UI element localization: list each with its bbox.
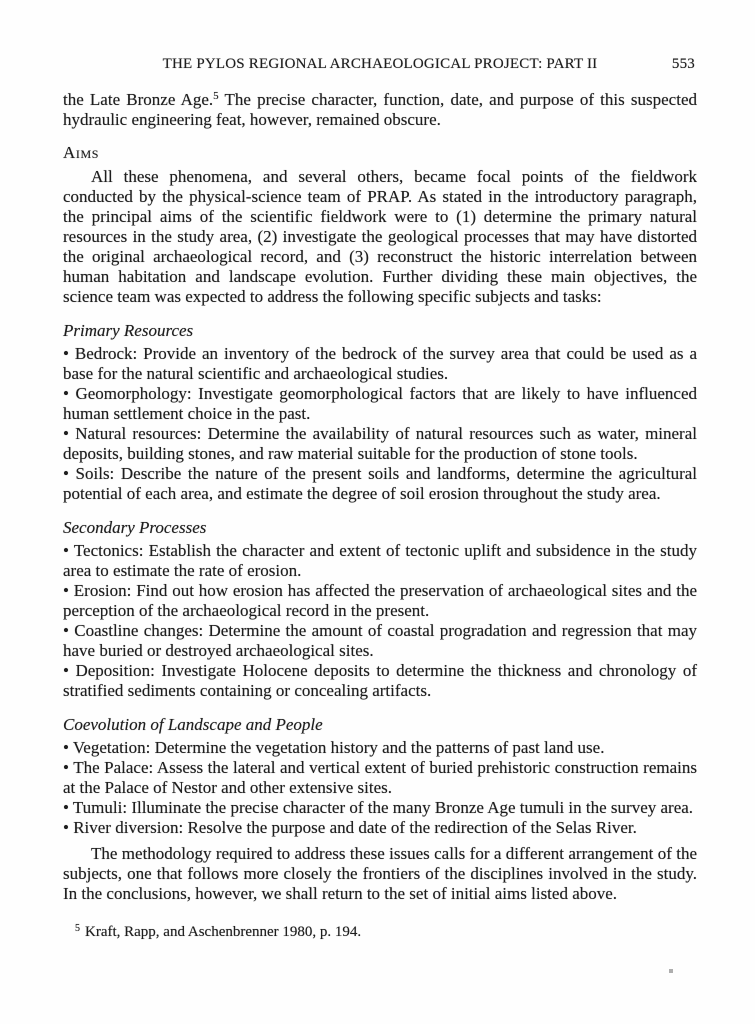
text-column <box>63 55 697 941</box>
bullet-item-soils: • Soils: Describe the nature of the present soils and landforms, determine the agricultural potential of each area, and estimate the degree of soil erosion throughout the study area. <box>63 464 697 503</box>
bullet-item-erosion: • Erosion: Find out how erosion has affected the preservation of archaeological sites and the perception of the archaeological record in the present. <box>63 581 697 620</box>
running-head-title: THE PYLOS REGIONAL ARCHAEOLOGICAL PROJECT: PART II <box>162 56 598 72</box>
section-heading-secondary-processes: Secondary Processes <box>63 518 207 537</box>
footnote <box>63 923 697 941</box>
bullet-item-river-diversion: • River diversion: Resolve the purpose and date of the redirection of the Selas River. <box>63 818 637 837</box>
footnote-marker: 5 <box>75 923 80 934</box>
footnote-reference-mark: 5 <box>213 90 219 102</box>
bullet-item-the-palace: • The Palace: Assess the lateral and vertical extent of buried prehistoric construction remains at the Palace of Nestor and other extensive sites. <box>63 758 697 797</box>
section-heading-coevolution: Coevolution of Landscape and People <box>63 715 323 734</box>
closing-paragraph: The methodology required to address these issues calls for a different arrangement of the subjects, one that follows more closely the frontiers of the disciplines involved in the study. In the conclusions, however, we shall return to the set of initial aims listed above. <box>63 844 697 903</box>
bullet-item-tectonics: • Tectonics: Establish the character and extent of tectonic uplift and subsidence in the study area to estimate the rate of erosion. <box>63 541 697 580</box>
bullet-item-deposition: • Deposition: Investigate Holocene deposits to determine the thickness and chronology of stratified sediments containing or concealing artifacts. <box>63 661 697 700</box>
bullet-item-bedrock: • Bedrock: Provide an inventory of the bedrock of the survey area that could be used as a base for the natural scientific and archaeological studies. <box>63 344 697 383</box>
bullet-item-vegetation: • Vegetation: Determine the vegetation history and the patterns of past land use. <box>63 738 605 757</box>
aims-section-heading: Aims <box>63 143 100 162</box>
section-heading-primary-resources: Primary Resources <box>63 321 194 340</box>
running-head <box>63 55 697 73</box>
bullet-item-coastline-changes: • Coastline changes: Determine the amount of coastal progradation and regression that may have buried or destroyed archaeological sites. <box>63 621 697 660</box>
intro-text-pre: the Late Bronze Age. <box>63 90 214 109</box>
bullet-item-natural-resources: • Natural resources: Determine the availability of natural resources such as water, mineral deposits, building stones, and raw material suitable for the production of stone tools. <box>63 424 697 463</box>
page-number: 553 <box>671 56 695 72</box>
intro-text-post: The precise character, function, date, and purpose of this suspected hydraulic engineering feat, however, remained obscure. <box>63 90 697 129</box>
footnote-text: Kraft, Rapp, and Aschenbrenner 1980, p. 194. <box>85 924 362 940</box>
bullet-item-tumuli: • Tumuli: Illuminate the precise character of the many Bronze Age tumuli in the survey area. <box>63 798 694 817</box>
bullet-item-geomorphology: • Geomorphology: Investigate geomorphological factors that are likely to have influenced human settlement choice in the past. <box>63 384 697 423</box>
aims-paragraph: All these phenomena, and several others, became focal points of the fieldwork conducted by the physical-science team of PRAP. As stated in the introductory paragraph, the principal aims of the scientific fieldwork were to (1) determine the primary natural resources in the study area, (2) investigate the geological processes that may have distorted the original archaeological record, and (3) reconstruct the historic interrelation between human habitation and landscape evolution. Further dividing these main objectives, the science team was expected to address the following specific subjects and tasks: <box>63 167 697 306</box>
scan-artifact-speck <box>669 969 673 973</box>
intro-paragraph <box>63 90 697 130</box>
